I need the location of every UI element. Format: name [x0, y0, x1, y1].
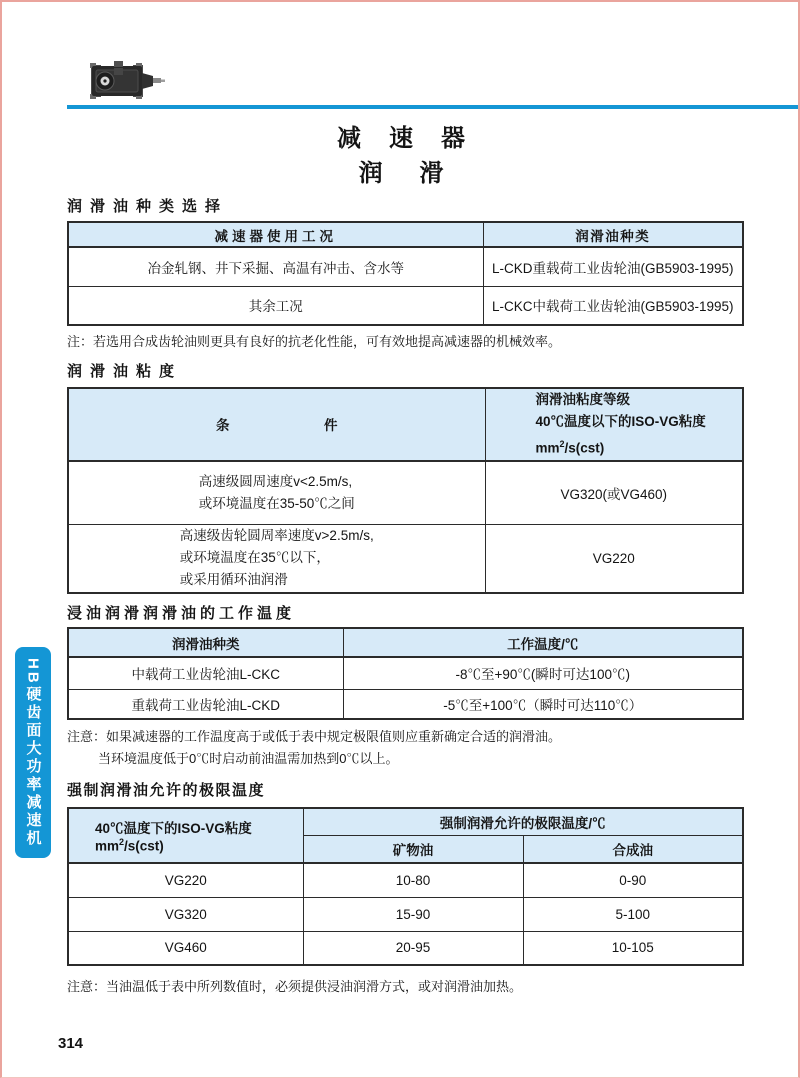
table-row: [68, 286, 743, 325]
limit-temp-table: [67, 807, 744, 966]
table-header-row: [68, 388, 743, 461]
table-row: [68, 931, 743, 965]
table-header-row: [68, 222, 743, 247]
oil-kind-cell: 重载荷工业齿轮油L-CKD: [68, 689, 343, 719]
synthetic-range-cell: 10-105: [523, 931, 743, 965]
col-header-mineral-oil: 矿物油: [303, 835, 523, 863]
oil-type-cell: L-CKD重载荷工业齿轮油(GB5903-1995): [483, 247, 743, 286]
viscosity-header-line: $mm^2/s(cst)$: [535, 439, 605, 456]
grade-cell: VG220: [485, 525, 743, 593]
grade-cell: VG320(或VG460): [485, 461, 743, 525]
grade-cell: VG220: [68, 863, 303, 897]
col-header-condition: 条 件: [68, 388, 485, 461]
table-row: [68, 657, 743, 689]
table-row: [68, 461, 743, 525]
grade-cell: VG320: [68, 897, 303, 931]
col-header-oil-kind: 润滑油种类: [68, 628, 343, 657]
viscosity-header-line: 40℃温度以下的ISO-VG粘度: [535, 414, 706, 429]
table-row: [68, 525, 743, 593]
viscosity-table: [67, 387, 744, 594]
usage-condition-cell: 其余工况: [68, 286, 483, 325]
mineral-range-cell: 10-80: [303, 863, 523, 897]
table-header-row: [68, 808, 743, 835]
table-row: [68, 863, 743, 897]
col-header-working-temp: 工作温度/℃: [343, 628, 743, 657]
section-heading-viscosity: 润滑油粘度: [67, 363, 183, 380]
table-row: [68, 897, 743, 931]
temp-range-cell: -8℃至+90℃(瞬时可达100℃): [343, 657, 743, 689]
mineral-range-cell: 15-90: [303, 897, 523, 931]
col-header-synthetic-oil: 合成油: [523, 835, 743, 863]
limit-temp-note: 注意：当油温低于表中所列数值时，必须提供浸油润滑方式，或对润滑油加热。: [67, 979, 523, 994]
oil-kind-cell: 中载荷工业齿轮油L-CKC: [68, 657, 343, 689]
col-header-limit-temp-span: 强制润滑允许的极限温度/℃: [303, 808, 743, 835]
table-row: [68, 247, 743, 286]
oil-type-table: [67, 221, 744, 326]
oil-type-note: 注：若选用合成齿轮油则更具有良好的抗老化性能，可有效地提高减速器的机械效率。: [67, 334, 562, 349]
col-header-oil-type: 润滑油种类: [483, 222, 743, 247]
section-heading-working-temp: 浸油润滑润滑油的工作温度: [67, 605, 296, 622]
page-number: 314: [58, 1035, 84, 1052]
section-heading-oil-type: 润滑油种类选择: [67, 198, 229, 215]
header-divider: [67, 105, 798, 109]
sidebar-series-tab: HB硬齿面大功率减速机: [15, 647, 51, 858]
usage-condition-cell: 冶金轧钢、井下采掘、高温有冲击、含水等: [68, 247, 483, 286]
table-header-row: [68, 628, 743, 657]
grade-cell: VG460: [68, 931, 303, 965]
gear-reducer-photo: [86, 58, 166, 104]
viscosity-header-line: 润滑油粘度等级: [535, 392, 630, 407]
table-row: [68, 689, 743, 719]
condition-cell: 高速级齿轮圆周率速度v>2.5m/s, 或环境温度在35℃以下， 或采用循环油润滑: [68, 525, 485, 593]
col-header-usage-condition: 减速器使用工况: [68, 222, 483, 247]
page-title: 减 速 器: [337, 125, 467, 152]
oil-type-cell: L-CKC中载荷工业齿轮油(GB5903-1995): [483, 286, 743, 325]
condition-cell: 高速级圆周速度v<2.5m/s, 或环境温度在35-50℃之间: [68, 461, 485, 525]
section-heading-limit-temp: 强制润滑油允许的极限温度: [67, 782, 266, 799]
working-temp-table: [67, 627, 744, 720]
col-header-viscosity-grade: [485, 388, 743, 461]
temp-range-cell: -5℃至+100℃（瞬时可达110℃）: [343, 689, 743, 719]
page-subtitle: 润 滑: [358, 160, 446, 187]
synthetic-range-cell: 5-100: [523, 897, 743, 931]
working-temp-note-line2: 当环境温度低于0℃时启动前油温需加热到0℃以上。: [98, 751, 399, 766]
mineral-range-cell: 20-95: [303, 931, 523, 965]
col-header-iso-vg: 40℃温度下的ISO-VG粘度 $mm^2/s(cst)$: [68, 808, 303, 863]
working-temp-note-line1: 注意：如果减速器的工作温度高于或低于表中规定极限值则应重新确定合适的润滑油。: [67, 729, 562, 744]
synthetic-range-cell: 0-90: [523, 863, 743, 897]
